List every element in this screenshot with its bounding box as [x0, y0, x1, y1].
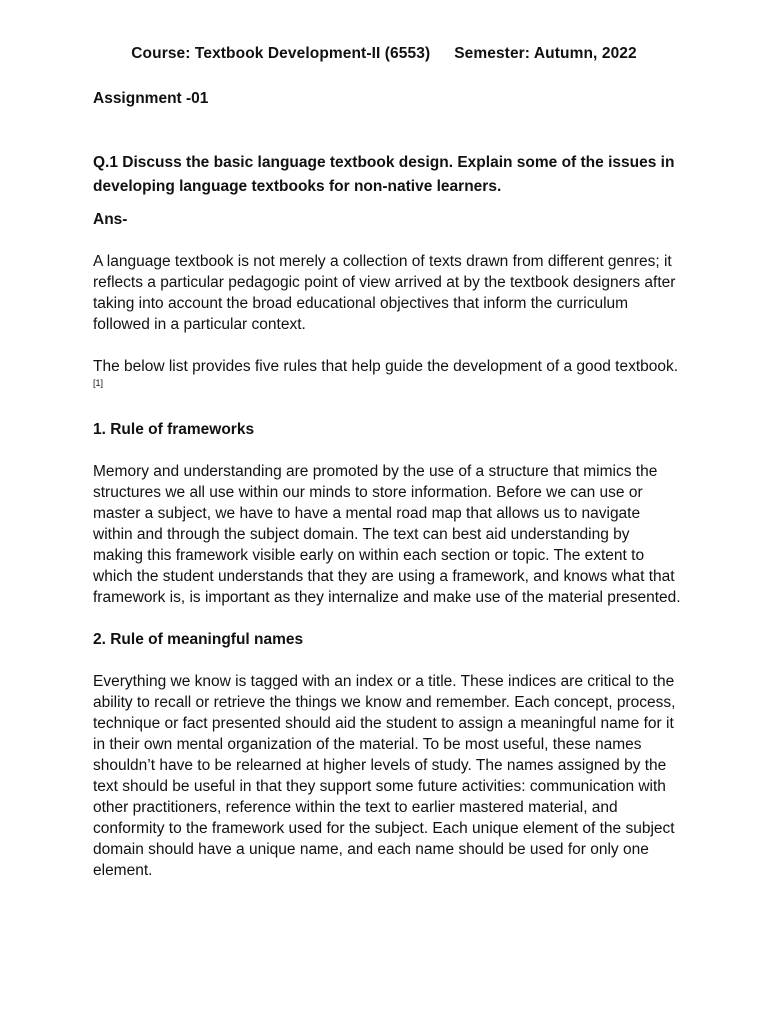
intro-paragraph: A language textbook is not merely a collection of texts drawn from different genres; it reflects a particular pedagogic point of view arrived at by the textbook designers after taking into account the broad educational objectives that inform the curriculum followed in a particular context.: [93, 253, 676, 333]
answer-label: Ans-: [93, 211, 128, 228]
list-intro-paragraph: [93, 356, 683, 398]
rule-body-frameworks: Memory and understanding are promoted by the use of a structure that mimics the structures we all use within our minds to store information. Before we can use or master a subject, we have to have a mental road map that allows us to navigate within and through the subject domain. The text can best aid understanding by making this framework visible early on within each section or topic. The extent to which the student understands that they are using a framework, and knows what that framework is, is important as they internalize and make use of the material presented.: [93, 463, 681, 606]
rule-heading-frameworks: 1. Rule of frameworks: [93, 421, 255, 438]
assignment-title: Assignment -01: [93, 90, 209, 107]
question-heading: Q.1 Discuss the basic language textbook design. Explain some of the issues in developing language textbooks for non-native learners.: [93, 154, 675, 195]
page-header: [0, 45, 768, 63]
rule-body-meaningful-names: Everything we know is tagged with an index or a title. These indices are critical to the ability to recall or retrieve the things we know and remember. Each concept, process, technique or fact presented should aid the student to assign a meaningful name for it in their own mental organization of the material. To be most useful, these names shouldn’t have to be relearned at higher levels of study. The names assigned by the text should be useful in that they support some future activities: communication with other practitioners, reference within the text to earlier mastered material, and conformity to the framework used for the subject. Each unique element of the subject domain should have a unique name, and each name should be used for only one element.: [93, 673, 676, 879]
semester-label: Semester: Autumn, 2022: [454, 45, 637, 62]
list-intro-text: The below list provides five rules that help guide the development of a good textbook.: [93, 358, 679, 375]
rule-heading-meaningful-names: 2. Rule of meaningful names: [93, 631, 304, 648]
course-title: Course: Textbook Development-II (6553): [131, 45, 431, 62]
citation-ref: [1]: [93, 378, 104, 388]
document-body: [93, 88, 683, 902]
